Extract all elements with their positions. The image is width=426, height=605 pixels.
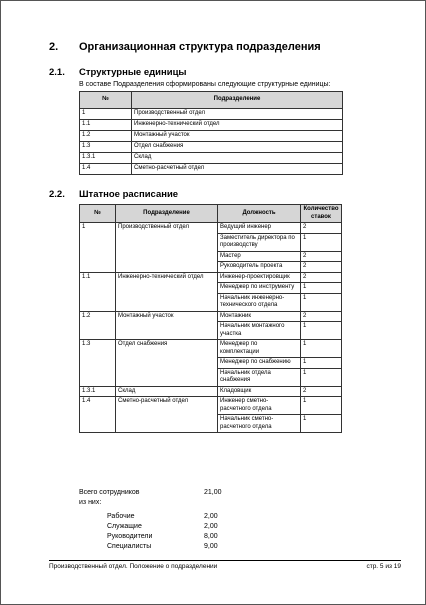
staff-cell-count: 1 [301, 233, 342, 251]
units-heading-title: Структурные единицы [79, 67, 187, 78]
staff-heading-title: Штатное расписание [79, 189, 179, 200]
units-cell-dept: Инженерно-технический отдел [132, 120, 343, 131]
staff-header-position: Должность [218, 205, 301, 223]
staff-row [80, 272, 342, 283]
section-title: Организационная структура подразделения [79, 41, 321, 53]
staff-row [80, 386, 342, 397]
units-row [80, 120, 343, 131]
staff-cell-position: Заместитель директора по производству [218, 233, 301, 251]
staff-cell-num: 1 [80, 223, 116, 273]
staff-table [79, 204, 342, 433]
footer-page-number: стр. 5 из 19 [366, 563, 401, 570]
staff-cell-count: 1 [301, 415, 342, 433]
units-row [80, 153, 343, 164]
staff-cell-position: Менеджер по снабжению [218, 358, 301, 369]
staff-cell-count: 2 [301, 311, 342, 322]
section-number: 2. [49, 41, 59, 53]
staff-cell-position: Мастер [218, 251, 301, 262]
staff-cell-count: 1 [301, 397, 342, 415]
staff-header-dept: Подразделение [116, 205, 218, 223]
summary-total-value: 21,00 [204, 489, 222, 496]
staff-cell-dept: Склад [116, 386, 218, 397]
staff-cell-position: Инженер-проектировщик [218, 272, 301, 283]
summary-of-them-label: из них: [79, 499, 102, 506]
staff-cell-num: 1.3 [80, 340, 116, 387]
summary-item-label: Руководители [107, 533, 153, 540]
units-row [80, 131, 343, 142]
staff-cell-count: 2 [301, 223, 342, 234]
staff-cell-position: Монтажник [218, 311, 301, 322]
units-table [79, 91, 343, 175]
units-intro-text: В составе Подразделения сформированы следующие структурные единицы: [79, 81, 331, 88]
staff-cell-num: 1.2 [80, 311, 116, 340]
units-cell-dept: Сметно-расчетный отдел [132, 164, 343, 175]
staff-cell-position: Начальник инженерно-технического отдела [218, 293, 301, 311]
units-cell-num: 1.3.1 [80, 153, 132, 164]
staff-cell-position: Инженер сметно-расчетного отдела [218, 397, 301, 415]
staff-cell-position: Менеджер по инструменту [218, 283, 301, 294]
staff-cell-num: 1.4 [80, 397, 116, 433]
staff-cell-dept: Монтажный участок [116, 311, 218, 340]
units-row [80, 164, 343, 175]
staff-cell-position: Начальник сметно-расчетного отдела [218, 415, 301, 433]
staff-cell-count: 1 [301, 322, 342, 340]
units-cell-num: 1.3 [80, 142, 132, 153]
staff-cell-position: Начальник монтажного участка [218, 322, 301, 340]
staff-cell-dept: Отдел снабжения [116, 340, 218, 387]
section-heading [49, 41, 321, 53]
staff-cell-count: 2 [301, 262, 342, 273]
staff-cell-count: 1 [301, 358, 342, 369]
units-cell-dept: Склад [132, 153, 343, 164]
units-header-num: № [80, 92, 132, 109]
staff-cell-dept: Производственный отдел [116, 223, 218, 273]
staff-cell-position: Менеджер по комплектации [218, 340, 301, 358]
units-cell-num: 1.2 [80, 131, 132, 142]
summary-item-value: 2,00 [204, 513, 218, 520]
staff-cell-count: 1 [301, 293, 342, 311]
staff-cell-position: Ведущий инженер [218, 223, 301, 234]
summary-total-label: Всего сотрудников [79, 489, 140, 496]
staff-header-count: Количество ставок [301, 205, 342, 223]
staff-cell-count: 1 [301, 340, 342, 358]
staff-cell-count: 2 [301, 386, 342, 397]
units-cell-num: 1.1 [80, 120, 132, 131]
units-cell-num: 1.4 [80, 164, 132, 175]
summary-item-value: 9,00 [204, 543, 218, 550]
summary-item-value: 8,00 [204, 533, 218, 540]
staff-row [80, 223, 342, 234]
page-footer [49, 560, 401, 570]
units-row [80, 142, 343, 153]
staff-cell-dept: Сметно-расчетный отдел [116, 397, 218, 433]
staff-heading [49, 189, 178, 200]
footer-document-title: Производственный отдел. Положение о подразделении [49, 563, 218, 570]
staff-cell-position: Кладовщик [218, 386, 301, 397]
units-cell-dept: Монтажный участок [132, 131, 343, 142]
summary-item-label: Служащие [107, 523, 142, 530]
units-cell-num: 1 [80, 109, 132, 120]
summary-item-label: Рабочие [107, 513, 135, 520]
summary-item-value: 2,00 [204, 523, 218, 530]
staff-cell-num: 1.1 [80, 272, 116, 311]
staff-cell-count: 1 [301, 368, 342, 386]
units-header-dept: Подразделение [132, 92, 343, 109]
units-cell-dept: Отдел снабжения [132, 142, 343, 153]
staff-cell-count: 2 [301, 251, 342, 262]
staff-heading-number: 2.2. [49, 189, 65, 200]
staff-row [80, 340, 342, 358]
staff-row [80, 311, 342, 322]
staff-header-num: № [80, 205, 116, 223]
staff-cell-num: 1.3.1 [80, 386, 116, 397]
units-cell-dept: Производственный отдел [132, 109, 343, 120]
staff-cell-count: 2 [301, 272, 342, 283]
staff-cell-position: Начальник отдела снабжения [218, 368, 301, 386]
staff-cell-dept: Инженерно-технический отдел [116, 272, 218, 311]
staff-row [80, 397, 342, 415]
staff-cell-count: 1 [301, 283, 342, 294]
summary-item-label: Специалисты [107, 543, 152, 550]
staff-cell-position: Руководитель проекта [218, 262, 301, 273]
units-heading [49, 67, 187, 78]
units-heading-number: 2.1. [49, 67, 65, 78]
units-row [80, 109, 343, 120]
